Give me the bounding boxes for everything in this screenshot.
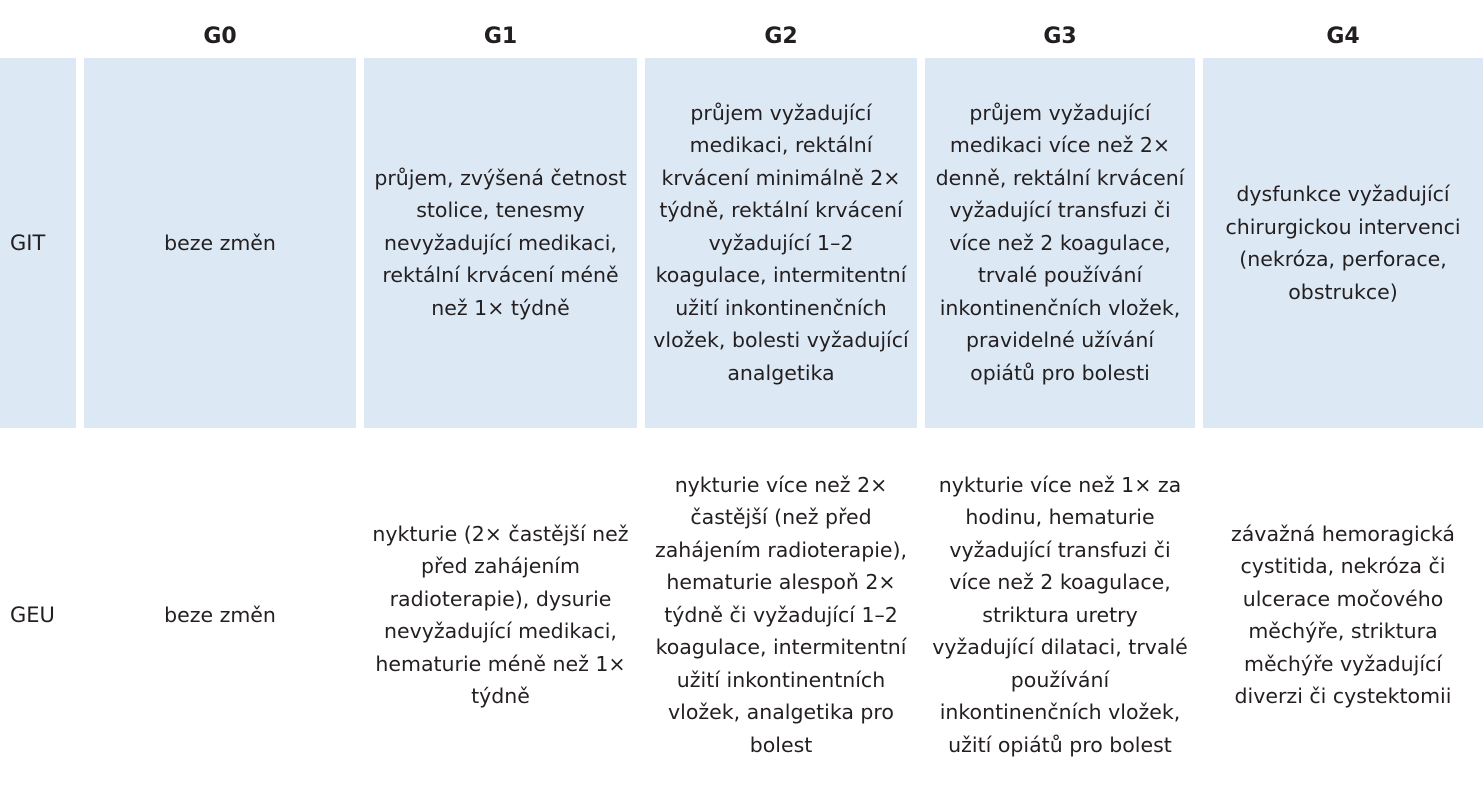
row-label-geu: GEU bbox=[10, 603, 55, 627]
git-g1-cell: průjem, zvýšená četnost stolice, tenesmy nevyžadující medikaci, rektální krvácení méně než 1× týdně bbox=[364, 58, 637, 428]
git-g0-cell: beze změn bbox=[84, 58, 356, 428]
geu-g0-cell: beze změn bbox=[164, 602, 276, 627]
git-g2-cell: průjem vyžadující medikaci, rektální krvácení minimálně 2× týdně, rektální krvácení vyžadující 1–2 koagulace, intermitentní užití inkontinenčních vložek, bolesti vyžadující analgetika bbox=[645, 58, 917, 428]
geu-g2-cell: nykturie více než 2× častější (než před zahájením radioterapie), hematurie alespoň 2× týdně či vyžadující 1–2 koagulace, intermitentní užití inkontinentních vložek, analgetika pro bolest bbox=[654, 472, 908, 757]
geu-g4-cell: závažná hemoragická cystitida, nekróza či ulcerace močového měchýře, striktura měchýře vyžadující diverzi či cystektomii bbox=[1230, 521, 1455, 708]
row-label-git: GIT bbox=[0, 58, 76, 428]
git-g4-cell: dysfunkce vyžadující chirurgickou intervenci (nekróza, perforace, obstrukce) bbox=[1203, 58, 1483, 428]
header-g0: G0 bbox=[203, 23, 237, 49]
git-g3-cell: průjem vyžadující medikaci více než 2× denně, rektální krvácení vyžadující transfuzi či více než 2 koagulace, trvalé používání inkontinenčních vložek, pravidelné užívání opiátů pro bolesti bbox=[925, 58, 1195, 428]
geu-g1-cell: nykturie (2× častější než před zahájením radioterapie), dysurie nevyžadující medikaci, hematurie méně než 1× týdně bbox=[372, 521, 629, 708]
geu-g3-cell: nykturie více než 1× za hodinu, hematurie vyžadující transfuzi či více než 2 koagulace, striktura uretry vyžadující dilataci, trvalé používání inkontinenčních vložek, užití opiátů pro bolest bbox=[932, 472, 1188, 757]
header-g3: G3 bbox=[1043, 23, 1077, 49]
header-g2: G2 bbox=[764, 23, 798, 49]
header-g4: G4 bbox=[1326, 23, 1360, 49]
header-g1: G1 bbox=[483, 23, 518, 49]
